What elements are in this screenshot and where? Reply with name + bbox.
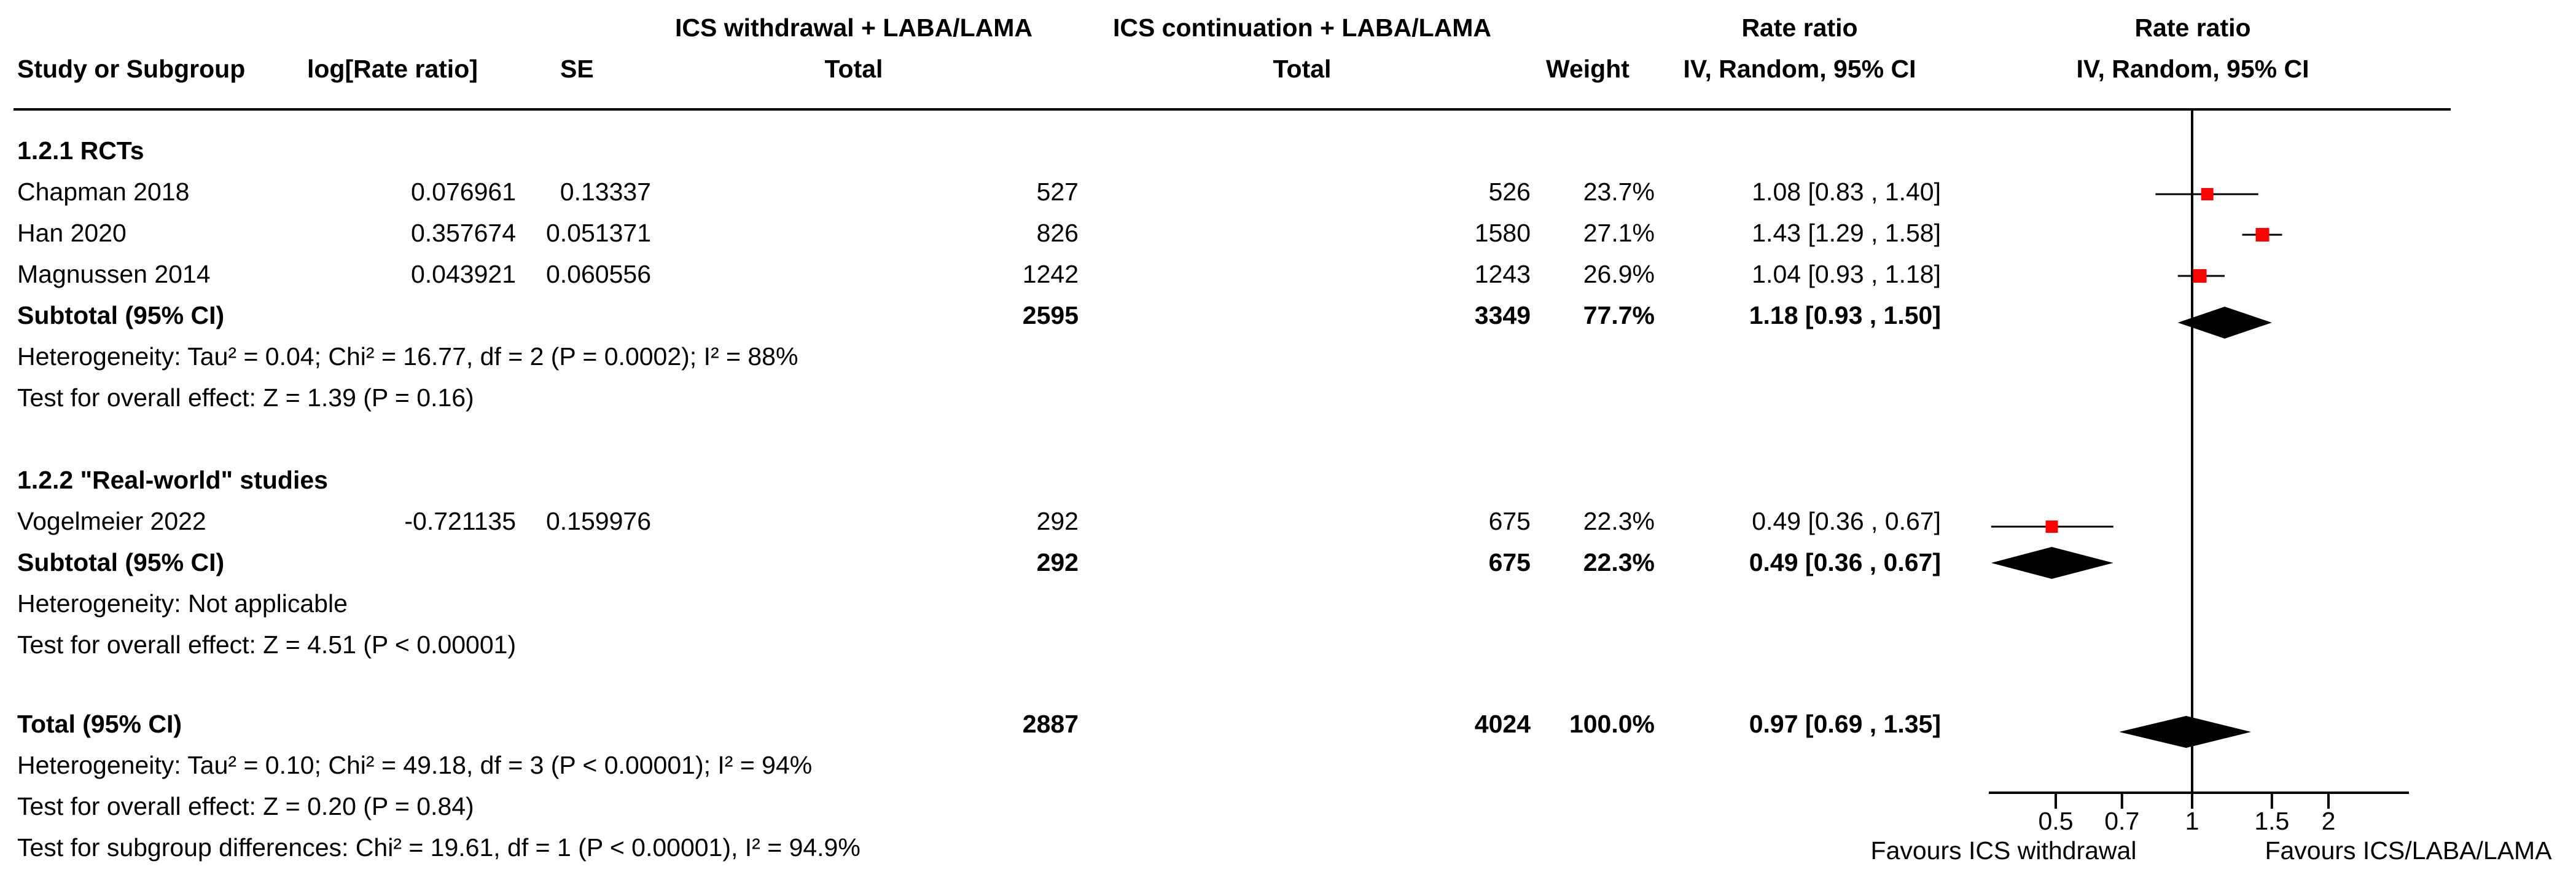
group2-title: ICS continuation + LABA/LAMA: [1112, 14, 1492, 42]
subtotal-label: Subtotal (95% CI): [17, 301, 225, 329]
study-name: Han 2020: [17, 219, 127, 247]
point-estimate-marker: [2256, 228, 2270, 242]
total-weight: 100.0%: [1569, 710, 1655, 738]
total2-value: 675: [1488, 507, 1531, 535]
weight-value: 27.1%: [1583, 219, 1655, 247]
total1-value: 292: [1036, 507, 1079, 535]
subtotal-label: Subtotal (95% CI): [17, 548, 225, 576]
x-tick-label: 1.5: [2254, 807, 2290, 835]
total1-value: 527: [1036, 178, 1079, 206]
ci-value: 0.49 [0.36 , 0.67]: [1752, 507, 1941, 535]
group1-title: ICS withdrawal + LABA/LAMA: [674, 14, 1032, 42]
study-name: Vogelmeier 2022: [17, 507, 206, 535]
subgroup-title: 1.2.2 "Real-world" studies: [17, 466, 328, 494]
subtotal-total1: 2595: [1022, 301, 1079, 329]
total-heterogeneity-text: Heterogeneity: Tau² = 0.10; Chi² = 49.18, df = 3 (P < 0.00001); I² = 94%: [17, 751, 813, 779]
ci-value: 1.43 [1.29 , 1.58]: [1752, 219, 1941, 247]
total-label: Total (95% CI): [17, 710, 182, 738]
total2-value: 1580: [1474, 219, 1531, 247]
total-total2: 4024: [1474, 710, 1531, 738]
study-column-header: Study or Subgroup: [17, 55, 246, 83]
subtotal-total2: 3349: [1474, 301, 1531, 329]
ci-value: 1.08 [0.83 , 1.40]: [1752, 178, 1941, 206]
total-ci: 0.97 [0.69 , 1.35]: [1749, 710, 1941, 738]
weight-value: 26.9%: [1583, 260, 1655, 288]
total1-value: 1242: [1022, 260, 1079, 288]
logrr-value: -0.721135: [404, 507, 516, 535]
plot-title: Rate ratio: [2134, 14, 2251, 42]
subgroup-title: 1.2.1 RCTs: [17, 136, 144, 165]
subtotal-ci: 0.49 [0.36 , 0.67]: [1749, 548, 1941, 576]
logrr-value: 0.043921: [410, 260, 516, 288]
pooled-diamond: [2119, 716, 2251, 748]
total2-value: 1243: [1474, 260, 1531, 288]
rate-ratio-title: Rate ratio: [1741, 14, 1858, 42]
study-name: Magnussen 2014: [17, 260, 211, 288]
se-value: 0.13337: [560, 178, 651, 206]
subgroup-difference-text: Test for subgroup differences: Chi² = 19.61, df = 1 (P < 0.00001), I² = 94.9%: [17, 833, 861, 862]
x-tick-label: 0.5: [2038, 807, 2074, 835]
x-tick-label: 0.7: [2104, 807, 2140, 835]
plot-ci-column-header: IV, Random, 95% CI: [2076, 55, 2309, 83]
overall-effect-text: Test for overall effect: Z = 4.51 (P < 0.00001): [17, 631, 517, 659]
se-value: 0.159976: [545, 507, 651, 535]
total-total1: 2887: [1022, 710, 1079, 738]
overall-effect-text: Test for overall effect: Z = 1.39 (P = 0.16): [17, 383, 474, 412]
se-value: 0.051371: [545, 219, 651, 247]
total2-value: 526: [1488, 178, 1531, 206]
x-tick-label: 2: [2321, 807, 2336, 835]
favours-left-label: Favours ICS withdrawal: [1870, 836, 2137, 865]
logrr-value: 0.357674: [410, 219, 516, 247]
weight-value: 23.7%: [1583, 178, 1655, 206]
total2-column-header: Total: [1273, 55, 1332, 83]
pooled-diamond: [1991, 547, 2113, 579]
x-tick-label: 1: [2185, 807, 2199, 835]
subtotal-weight: 22.3%: [1583, 548, 1655, 576]
point-estimate-marker: [2201, 188, 2214, 200]
favours-right-label: Favours ICS/LABA/LAMA: [2265, 836, 2552, 865]
study-name: Chapman 2018: [17, 178, 190, 206]
se-column-header: SE: [560, 55, 594, 83]
subtotal-weight: 77.7%: [1583, 301, 1655, 329]
total-overall-effect-text: Test for overall effect: Z = 0.20 (P = 0.84): [17, 792, 474, 820]
logrr-column-header: log[Rate ratio]: [307, 55, 478, 83]
logrr-value: 0.076961: [410, 178, 516, 206]
ci-value: 1.04 [0.93 , 1.18]: [1752, 260, 1941, 288]
total1-value: 826: [1036, 219, 1079, 247]
weight-value: 22.3%: [1583, 507, 1655, 535]
heterogeneity-text: Heterogeneity: Tau² = 0.04; Chi² = 16.77, df = 2 (P = 0.0002); I² = 88%: [17, 342, 798, 371]
se-value: 0.060556: [545, 260, 651, 288]
total1-column-header: Total: [824, 55, 883, 83]
subtotal-total2: 675: [1488, 548, 1531, 576]
point-estimate-marker: [2193, 269, 2207, 283]
heterogeneity-text: Heterogeneity: Not applicable: [17, 589, 348, 618]
subtotal-total1: 292: [1036, 548, 1079, 576]
weight-column-header: Weight: [1546, 55, 1630, 83]
subtotal-ci: 1.18 [0.93 , 1.50]: [1749, 301, 1941, 329]
point-estimate-marker: [2046, 521, 2058, 533]
ci-column-header: IV, Random, 95% CI: [1683, 55, 1916, 83]
